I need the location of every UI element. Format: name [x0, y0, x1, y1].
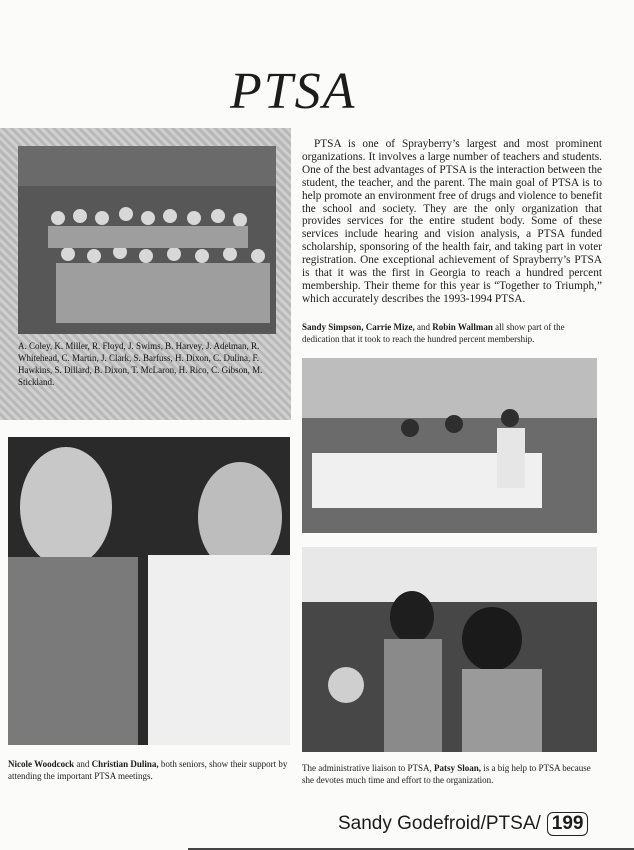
group-photo-image — [18, 146, 276, 334]
page-footer — [338, 812, 588, 836]
registration-table-image — [302, 358, 597, 533]
caption-rest: both seniors, show their support by attending the important PTSA meetings. — [8, 759, 288, 781]
caption-rest: all show part of the dedication that it took to reach the hundred percent membership. — [302, 322, 565, 344]
caption-name2: Robin Wallman — [432, 322, 493, 332]
page-number: 199 — [547, 812, 589, 836]
caption-name2: Christian Dulina, — [91, 759, 159, 769]
caption-pre: The administrative liaison to PTSA, — [302, 763, 434, 773]
liaison-photo — [302, 547, 597, 752]
liaison-photo-caption — [302, 762, 602, 786]
article-body: PTSA is one of Sprayberry’s largest and most prominent organizations. It involves a large number of teachers and students. One of the best advantages of PTSA is the interaction between the student, the teacher, and the parent. The main goal of PTSA is to help promote an environment free of drugs and violence to benefit the school and society. They are the only organization that provides services for the entire student body. Some of these services include hearing and vision analysis, a PTSA funded scholarship, sponsoring of the health fair, and taking part in voter registration. One exceptional achievement of Sprayberry’s PTSA is that it was the first in Georgia to reach a hundred percent membership. Their theme for this year is “Together to Triumph,” which accurately describes the 1993-1994 PTSA. — [302, 138, 602, 305]
caption-rest: is a big help to PTSA because she devotes much time and effort to the organization. — [302, 763, 591, 785]
group-photo-caption: A. Coley, K. Miller, R. Floyd, J. Swims, B. Harvey, J. Adelman, R. Whitehead, C. Martin, J. Clark, S. Barfuss, H. Dixon, C. Dulina, F. Hawkins, S. Dillard, B. Dixon, T. McLaron, H. Rico, C. Gibson, M. Stickland. — [18, 341, 263, 387]
table-photo-caption — [302, 321, 602, 345]
page-title: PTSA — [230, 63, 357, 120]
caption-name: Patsy Sloan, — [434, 763, 482, 773]
caption-names: Sandy Simpson, Carrie Mize, — [302, 322, 415, 332]
registration-table-photo — [302, 358, 597, 533]
caption-name1: Nicole Woodcock — [8, 759, 75, 769]
footer-credit: Sandy Godefroid/PTSA/ — [338, 813, 541, 834]
liaison-image — [302, 547, 597, 752]
students-image — [8, 437, 290, 745]
caption-and: and — [74, 759, 92, 769]
caption-and: and — [414, 322, 433, 332]
students-photo — [8, 437, 290, 745]
group-photo — [18, 146, 276, 334]
students-photo-caption — [8, 758, 290, 782]
